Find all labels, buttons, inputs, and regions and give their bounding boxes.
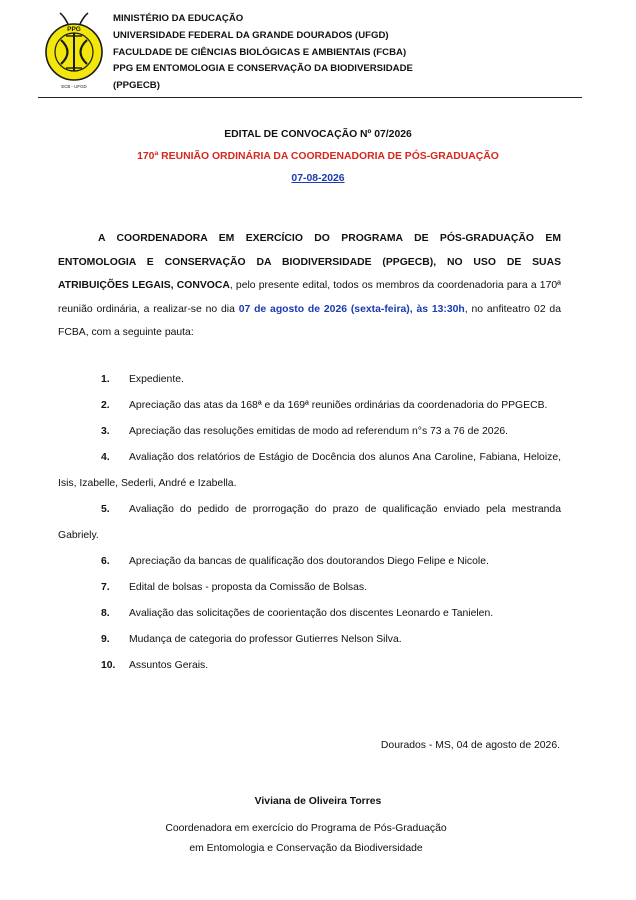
item-number: 6.: [101, 556, 110, 567]
list-item: [58, 549, 561, 575]
signer-role: [0, 819, 612, 859]
item-text: Mudança de categoria do professor Gutierres Nelson Silva.: [129, 634, 402, 645]
edital-title: EDITAL DE CONVOCAÇÃO Nº 07/2026: [224, 129, 412, 140]
item-text: Assuntos Gerais.: [129, 660, 209, 671]
item-number: 7.: [101, 582, 110, 593]
item-number: 4.: [101, 452, 110, 463]
list-item: [58, 445, 561, 497]
item-text: Apreciação da bancas de qualificação dos doutorandos Diego Felipe e Nicole.: [129, 556, 489, 567]
agenda-list: [58, 367, 561, 679]
header-line: (PPGECB): [113, 80, 160, 92]
list-item: [58, 627, 561, 653]
list-item: [58, 653, 561, 679]
convocation-text-end: , no anfiteatro 02 da FCBA, com a seguinte pauta:: [58, 303, 561, 339]
header-line: MINISTÉRIO DA EDUCAÇÃO: [113, 13, 244, 24]
item-text: Expediente.: [129, 374, 184, 385]
item-text: Avaliação das solicitações de coorientação dos discentes Leonardo e Tanielen.: [129, 608, 494, 619]
item-number: 1.: [101, 374, 110, 385]
item-number: 5.: [101, 504, 110, 515]
header-line: UNIVERSIDADE FEDERAL DA GRANDE DOURADOS (UFGD): [113, 29, 389, 41]
meeting-date: 07-08-2026: [291, 173, 345, 184]
meeting-title: 170ª REUNIÃO ORDINÁRIA DA COORDENADORIA DE PÓS-GRADUAÇÃO: [137, 151, 499, 162]
header-line: FACULDADE DE CIÊNCIAS BIOLÓGICAS E AMBIENTAIS (FCBA): [113, 46, 407, 58]
place-date: Dourados - MS, 04 de agosto de 2026.: [380, 740, 560, 751]
signer-name: Viviana de Oliveira Torres: [254, 796, 382, 807]
convocation-paragraph: [58, 227, 561, 345]
document-title-block: [0, 128, 636, 186]
meeting-datetime: 07 de agosto de 2026 (sexta-feira), às 13:30h: [238, 303, 465, 315]
convocation-intro: A COORDENADORA EM EXERCÍCIO DO PROGRAMA DE PÓS-GRADUAÇÃO EM ENTOMOLOGIA E CONSERVAÇÃO DA BIODIVERSIDADE (PPGECB), NO USO DE SUAS ATRIBUIÇÕES LEGAIS, CONVOCA: [58, 233, 561, 292]
item-number: 10.: [101, 660, 116, 671]
list-item: [58, 367, 561, 393]
item-text: Apreciação das resoluções emitidas de modo ad referendum n°s 73 a 76 de 2026.: [129, 426, 509, 437]
item-text: Avaliação dos relatórios de Estágio de Docência dos alunos Ana Caroline, Fabiana, Heloize, Isis, Izabelle, Sederli, André e Izabella.: [58, 452, 561, 489]
item-number: 9.: [101, 634, 110, 645]
ppgecb-logo: [44, 10, 104, 92]
list-item: [58, 419, 561, 445]
signer-role-line: em Entomologia e Conservação da Biodiversidade: [189, 843, 423, 854]
signer-role-line: Coordenadora em exercício do Programa de Pós-Graduação: [165, 823, 447, 834]
header-divider: [38, 97, 582, 98]
list-item: [58, 497, 561, 549]
logo-bottom-text: ECB - UFGD: [61, 84, 87, 89]
convocation-text: , pelo presente edital, todos os membros da coordenadoria para a 170ª reunião ordinária, a realizar-se no dia: [58, 280, 561, 315]
list-item: [58, 393, 561, 419]
list-item: [58, 601, 561, 627]
item-text: Avaliação do pedido de prorrogação do prazo de qualificação enviado pela mestranda Gabriely.: [58, 504, 561, 541]
item-text: Edital de bolsas - proposta da Comissão de Bolsas.: [129, 582, 367, 593]
item-text: Apreciação das atas da 168ª e da 169ª reuniões ordinárias da coordenadoria do PPGECB.: [129, 400, 548, 411]
institution-header: [113, 11, 413, 95]
header-line: PPG EM ENTOMOLOGIA E CONSERVAÇÃO DA BIODIVERSIDADE: [113, 63, 413, 75]
list-item: [58, 575, 561, 601]
item-number: 2.: [101, 400, 110, 411]
item-number: 8.: [101, 608, 110, 619]
logo-top-text: PPG: [67, 26, 81, 33]
item-number: 3.: [101, 426, 110, 437]
